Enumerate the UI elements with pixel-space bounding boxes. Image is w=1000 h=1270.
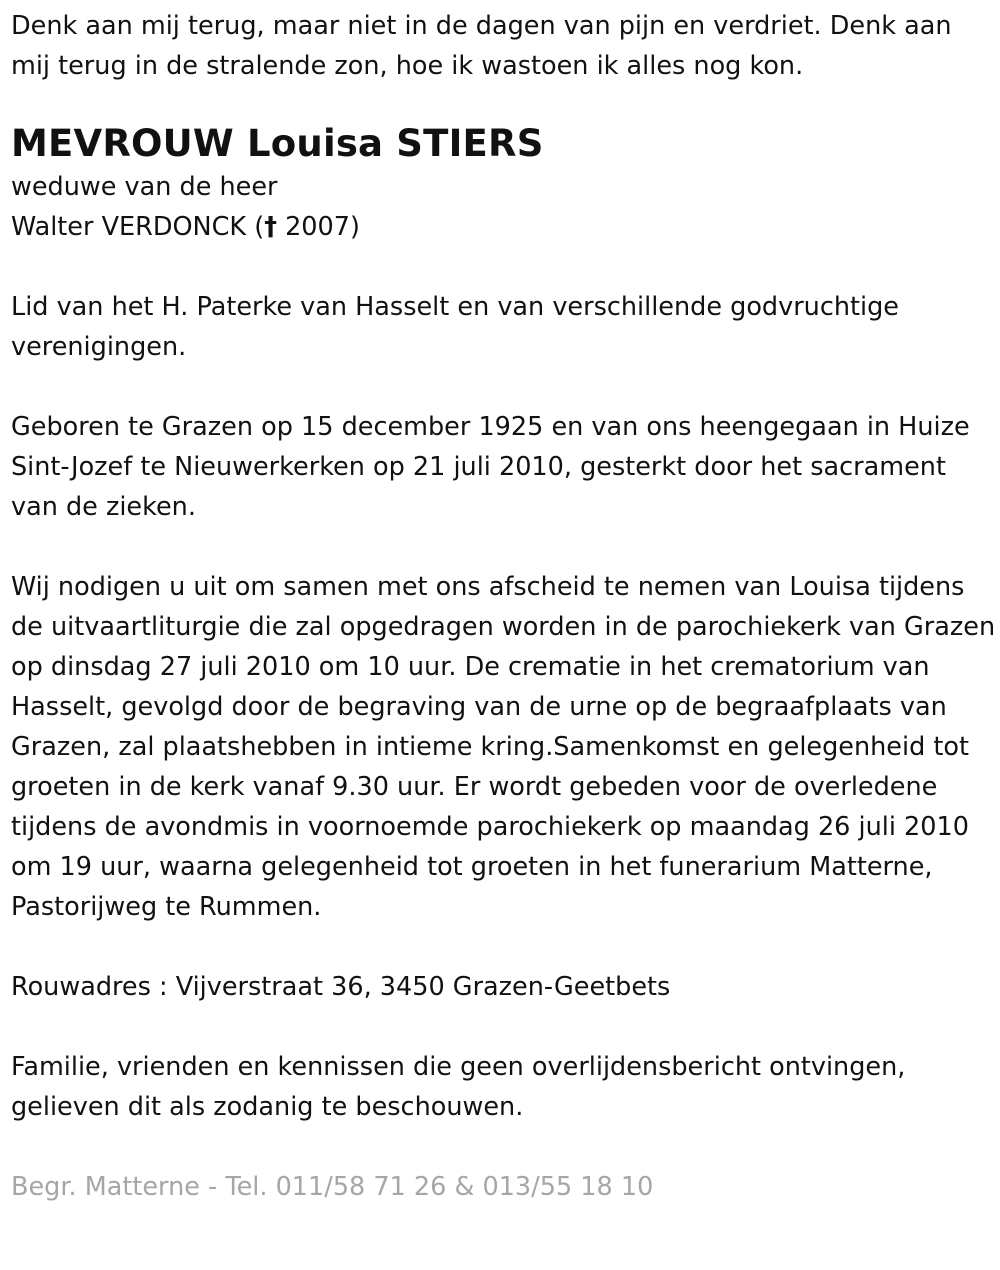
funeral-home-footer: Begr. Matterne - Tel. 011/58 71 26 & 013/55 18 10 [11,1172,654,1202]
obituary-document [11,6,996,1233]
deceased-name: MEVROUW Louisa STIERS [11,122,544,165]
invitation-paragraph: Wij nodigen u uit om samen met ons afscheid te nemen van Louisa tijdens de uitvaartliturgie die zal opgedragen worden in de parochiekerk van Grazen op dinsdag 27 juli 2010 om 10 uur. De crematie in het crematorium van Hasselt, gevolgd door de begraving van de urne op de begraafplaats van Grazen, zal plaatshebben in intieme kring.Samenkomst en gelegenheid tot groeten in de kerk vanaf 9.30 uur. Er wordt gebeden voor de overledene tijdens de avondmis in voornoemde parochiekerk op maandag 26 juli 2010 om 19 uur, waarna gelegenheid tot groeten in het funerarium Matterne, Pastorijweg te Rummen. [11,572,996,922]
birth-death-paragraph: Geboren te Grazen op 15 december 1925 en van ons heengegaan in Huize Sint-Jozef te Nieuwerkerken op 21 juli 2010, gesterkt door het sacrament van de zieken. [11,412,970,522]
spouse-line [11,207,996,247]
intro-quote: Denk aan mij terug, maar niet in de dagen van pijn en verdriet. Denk aan mij terug in de stralende zon, hoe ik wastoen ik alles nog kon. [11,11,952,81]
spouse-death-year: 2007) [276,212,360,242]
membership-paragraph: Lid van het H. Paterke van Hasselt en van verschillende godvruchtige verenigingen. [11,292,899,362]
spouse-name: Walter VERDONCK ( [11,212,265,242]
relation-line: weduwe van de heer [11,172,278,202]
cross-icon: † [264,212,277,242]
address-line: Rouwadres : Vijverstraat 36, 3450 Grazen-Geetbets [11,972,671,1002]
notice-paragraph: Familie, vrienden en kennissen die geen overlijdensbericht ontvingen, gelieven dit als zodanig te beschouwen. [11,1052,906,1122]
